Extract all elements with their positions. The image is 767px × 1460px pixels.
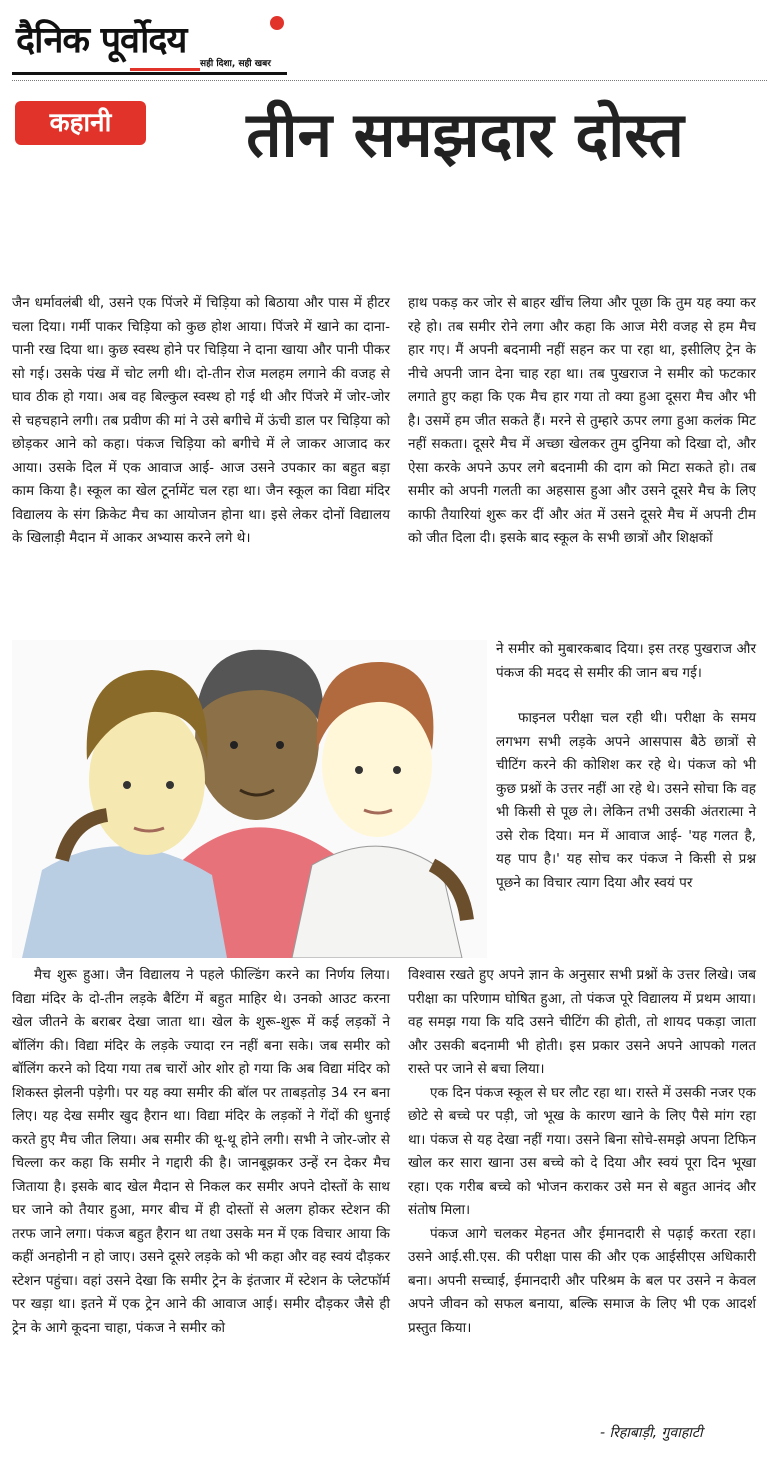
newspaper-tagline: सही दिशा, सही खबर xyxy=(200,59,271,69)
paragraph: जैन धर्मावलंबी थी, उसने एक पिंजरे में चिड़िया को बिठाया और पास में हीटर चला दिया। गर्मी पाकर चिड़िया को कुछ होश आया। पिंजरे में खाने का दाना-पानी रख दिया था। कुछ स्वस्थ होने पर चिड़िया ने दाना खाया और पानी पीकर सो गई। उसके पंख में चोट लगी थी। दो-तीन रोज मलहम लगाने की वजह से घाव ठीक हो गया। अब वह बिल्कुल स्वस्थ हो गई थी और पिंजरे में जोर-जोर से चहचहाने लगी। तब प्रवीण की मां ने उसे बगीचे में ऊंची डाल पर चिड़िया को छोड़कर आने को कहा। पंकज चिड़िया को बगीचे में ले जाकर आजाद कर आया। उसके दिल में एक आवाज आई- आज उसने उपकार का बहुत बड़ा काम किया है। स्कूल का खेल टूर्नामेंट चल रहा था। जैन स्कूल का विद्या मंदिर विद्यालय के संग क्रिकेट मैच का आयोजन होना था। इसे लेकर दोनों विद्यालय के खिलाड़ी मैदान में आकर अभ्यास करने लगे थे। xyxy=(12,295,390,546)
illustration-three-boys xyxy=(12,640,487,958)
paragraph: हाथ पकड़ कर जोर से बाहर खींच लिया और पूछा कि तुम यह क्या कर रहे हो। तब समीर रोने लगा और कहा कि आज मेरी वजह से हम मैच हार गए। मैं अपनी बदनामी नहीं सहन कर पा रहा था, इसीलिए ट्रेन के नीचे अपनी जान देना चाह रहा था। तब पुखराज ने समीर को फटकार लगाते हुए कहा कि एक मैच हार गया तो क्या हुआ दूसरा मैच और भी है। उसमें हम जीत सकते हैं। मरने से तुम्हारे ऊपर लगा हुआ कलंक मिट नहीं सकता। दूसरे मैच में अच्छा खेलकर तुम दुनिया को दिखा दो, और ऐसा करके अपने ऊपर लगे बदनामी की दाग को मिटा सकते हो। तब समीर को अपनी गलती का अहसास हुआ और उसने दूसरे मैच के लिए काफी तैयारियां शुरू कर दीं और अंत में उसने दूसरे मैच में अपनी टीम को जीत दिला दी। इसके बाद स्कूल के सभी छात्रों और शिक्षकों xyxy=(408,295,756,546)
column-left-top xyxy=(12,292,390,551)
masthead-rule xyxy=(12,72,287,75)
logo-dot xyxy=(270,16,284,30)
article-headline: तीन समझदार दोस्त xyxy=(246,98,684,171)
newspaper-name: दैनिक पूर्वोदय xyxy=(16,20,187,61)
column-right-bottom xyxy=(408,964,756,1340)
masthead xyxy=(12,6,287,72)
column-right-top xyxy=(408,292,756,551)
paragraph: ने समीर को मुबारकबाद दिया। इस तरह पुखराज और पंकज की मदद से समीर की जान बच गई। xyxy=(496,641,756,681)
paragraph: फाइनल परीक्षा चल रही थी। परीक्षा के समय लगभग सभी लड़के अपने आसपास बैठे छात्रों से चीटिंग करने की कोशिश कर रहे थे। पंकज को भी कुछ प्रश्नों के उत्तर नहीं आ रहे थे। उसने सोचा कि वह भी किसी से पूछ ले। लेकिन तभी उसकी अंतरात्मा ने उसे रोक दिया। मन में आवाज आई- 'यह गलत है, यह पाप है।' यह सोच कर पंकज ने किसी से प्रश्न पूछने का विचार त्याग दिया और स्वयं पर xyxy=(496,710,756,891)
column-right-inset xyxy=(496,638,756,895)
paragraph: पंकज आगे चलकर मेहनत और ईमानदारी से पढ़ाई करता रहा। उसने आई.सी.एस. की परीक्षा पास की और एक आईसीएस अधिकारी बना। अपनी सच्चाई, ईमानदारी और परिश्रम के बल पर उसने न केवल अपने जीवन को सफल बनाया, बल्कि समाज के लिए भी एक आदर्श प्रस्तुत किया। xyxy=(408,1225,756,1336)
paragraph: एक दिन पंकज स्कूल से घर लौट रहा था। रास्ते में उसकी नजर एक छोटे से बच्चे पर पड़ी, जो भूख के कारण खाने के लिए पैसे मांग रहा था। पंकज से यह देखा नहीं गया। उसने बिना सोचे-समझे अपना टिफिन खोल कर सारा खाना उस बच्चे को दे दिया और स्वयं पूरा दिन भूखा रहा। एक गरीब बच्चे को भोजन कराकर उसे मन से बहुत आनंद और संतोष मिला। xyxy=(408,1084,756,1218)
paragraph: मैच शुरू हुआ। जैन विद्यालय ने पहले फील्डिंग करने का निर्णय लिया। विद्या मंदिर के दो-तीन लड़के बैटिंग में बहुत माहिर थे। उनको आउट करना खेल जीतने के बराबर देखा जाता था। खेल के शुरू-शुरू में कई लड़कों ने बॉलिंग की। विद्या मंदिर के लड़के ज्यादा रन नहीं बना सके। जब समीर को बॉलिंग करने को दिया गया तब चारों ओर शोर हो गया कि अब विद्या मंदिर को शिकस्त झेलनी पड़ेगी। पर यह क्या समीर की बॉल पर ताबड़तोड़ 34 रन बना लिए। यह देख समीर खुद हैरान था। विद्या मंदिर के लड़कों ने गेंदों की धुनाई करते हुए मैच जीत लिया। अब समीर की थू-थू होने लगी। सभी ने जोर-जोर से चिल्ला कर कहा कि समीर ने गद्दारी की है। जानबूझकर उन्हें रन देकर मैच जिताया है। इसके बाद खेल मैदान से निकल कर समीर अपने दोस्तों के साथ घर जाने को तैयार हुआ, मगर बीच में ही दोस्तों से अलग होकर स्टेशन की तरफ जाने लगा। पंकज बहुत हैरान था तथा उसके मन में एक विचार आया कि कहीं अनहोनी न हो जाए। उसने दूसरे लड़के को भी कहा और वह स्वयं दौड़कर स्टेशन पहुंचा। वहां उसने देखा कि समीर ट्रेन के इंतजार में स्टेशन के प्लेटफॉर्म पर खड़ा था। इतने में एक ट्रेन आने की आवाज आई। समीर दौड़कर जैसे ही ट्रेन के आगे कूदना चाहा, पंकज ने समीर को xyxy=(12,967,390,1336)
section-label: कहानी xyxy=(15,101,146,145)
section-divider xyxy=(12,80,767,81)
masthead-red-bar xyxy=(130,68,200,71)
byline: - रिहाबाड़ी, गुवाहाटी xyxy=(600,1425,703,1441)
column-left-bottom xyxy=(12,964,390,1340)
paragraph: विश्वास रखते हुए अपने ज्ञान के अनुसार सभी प्रश्नों के उत्तर लिखे। जब परीक्षा का परिणाम घोषित हुआ, तो पंकज पूरे विद्यालय में प्रथम आया। वह समझ गया कि यदि उसने चीटिंग की होती, तो शायद पकड़ा जाता और उसकी बदनामी भी होती। इस प्रकार उसने अपने आपको गलत रास्ते पर जाने से बचा लिया। xyxy=(408,967,756,1077)
